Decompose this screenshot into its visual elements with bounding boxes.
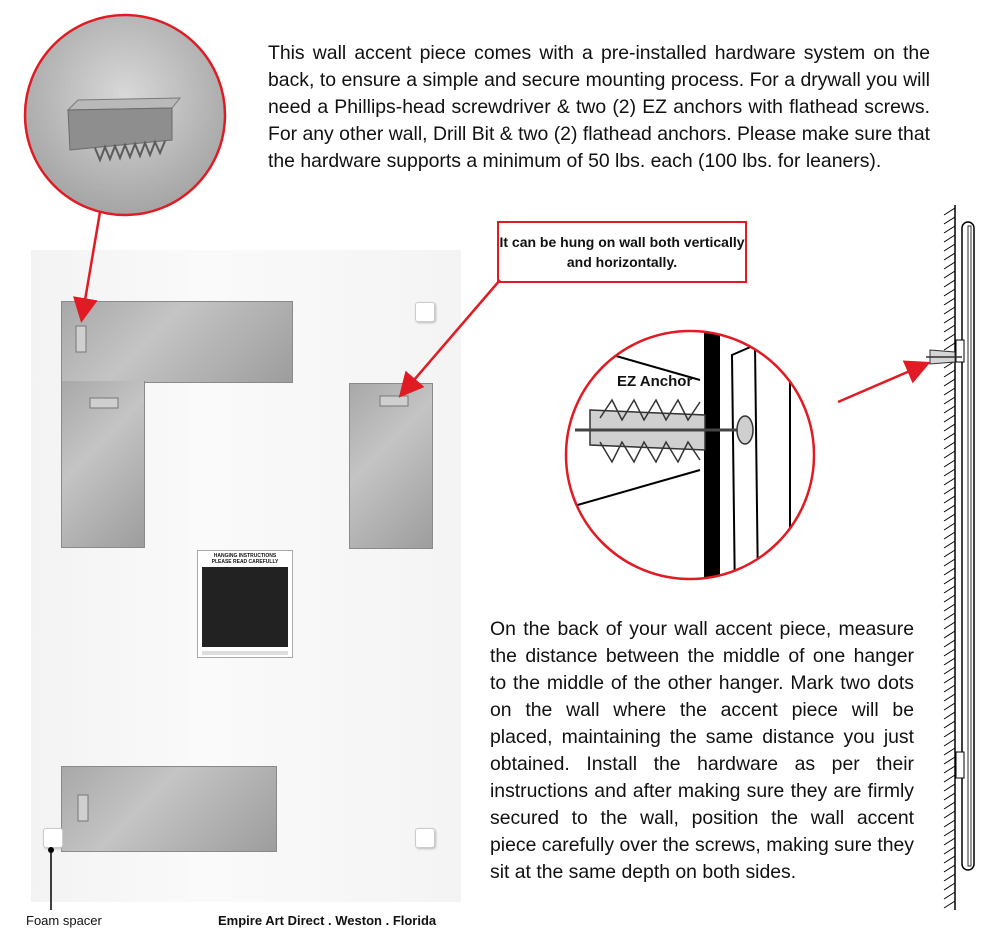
hatch-line <box>944 451 955 458</box>
callout-arrow <box>402 280 500 394</box>
hatch-line <box>944 424 955 431</box>
ez-anchor-label: EZ Anchor <box>617 373 693 390</box>
hatch-line <box>944 775 955 782</box>
hatch-line <box>944 901 955 908</box>
hatch-line <box>944 739 955 746</box>
hatch-line <box>944 874 955 881</box>
hatch-line <box>944 748 955 755</box>
hatch-line <box>944 559 955 566</box>
hatch-line <box>944 406 955 413</box>
hatch-line <box>944 334 955 341</box>
hatch-line <box>944 370 955 377</box>
label-title-line1: HANGING INSTRUCTIONS <box>213 553 277 559</box>
hatch-line <box>944 757 955 764</box>
hatch-line <box>944 667 955 674</box>
hatch-line <box>944 271 955 278</box>
hatch-line <box>944 532 955 539</box>
hatch-line <box>944 253 955 260</box>
hatch-line <box>944 442 955 449</box>
hatch-line <box>944 649 955 656</box>
hatch-line <box>944 298 955 305</box>
hatch-line <box>944 325 955 332</box>
hatch-line <box>944 262 955 269</box>
hatch-line <box>944 793 955 800</box>
hatch-line <box>944 838 955 845</box>
intro-paragraph: This wall accent piece comes with a pre-installed hardware system on the back, to ensure a simple and secure mounting process. For a drywall you will need a Phillips-head screwdriver & two (2) EZ anchors with flathead screws. For any other wall, Drill Bit & two (2) flathead anchors. Please make sure that the hardware supports a minimum of 50 lbs. each (100 lbs. for leaners). <box>268 42 930 172</box>
hatch-line <box>944 631 955 638</box>
foam-spacer-label: Foam spacer <box>26 913 102 928</box>
hatch-line <box>944 820 955 827</box>
hatch-line <box>944 316 955 323</box>
hatch-line <box>944 226 955 233</box>
hatch-line <box>944 487 955 494</box>
hatch-line <box>944 433 955 440</box>
hatch-line <box>944 541 955 548</box>
hatch-line <box>944 865 955 872</box>
hatch-line <box>944 505 955 512</box>
hatch-line <box>944 514 955 521</box>
hatch-line <box>944 307 955 314</box>
wall-hatching <box>944 208 955 908</box>
hanger-arrow <box>82 212 100 318</box>
hatch-line <box>944 217 955 224</box>
hatch-line <box>944 280 955 287</box>
hatch-line <box>944 604 955 611</box>
hatch-line <box>944 415 955 422</box>
hatch-line <box>944 694 955 701</box>
hatch-line <box>944 712 955 719</box>
hatch-line <box>944 658 955 665</box>
hatch-line <box>944 343 955 350</box>
hatch-line <box>944 802 955 809</box>
hanger-clip-left <box>90 398 118 408</box>
hatch-line <box>944 523 955 530</box>
hatch-line <box>944 235 955 242</box>
hatch-line <box>944 289 955 296</box>
hatch-line <box>944 676 955 683</box>
hatch-line <box>944 730 955 737</box>
instructions-paragraph: On the back of your wall accent piece, measure the distance between the middle of one hanger to the middle of the other hanger. Mark two dots on the wall where the accent piece will be placed, maintaining the same distance you just obtained. Install the hardware as per their instructions and after making sure they are firmly secured to the wall, position the wall accent piece carefully over the screws, making sure they sit at the same depth on both sides. <box>490 618 914 883</box>
hatch-line <box>944 568 955 575</box>
hatch-line <box>944 847 955 854</box>
hatch-line <box>944 784 955 791</box>
hatch-line <box>944 640 955 647</box>
wall-screw-arrow <box>838 364 926 402</box>
hatch-line <box>944 388 955 395</box>
hatch-line <box>944 703 955 710</box>
hatch-line <box>944 856 955 863</box>
ez-anchor-zoom-circle <box>560 320 814 600</box>
sawtooth-hanger-bottom <box>78 795 88 821</box>
orientation-callout: It can be hung on wall both vertically and horizontally. <box>497 221 747 283</box>
label-title-line2: PLEASE READ CAREFULLY <box>211 559 279 565</box>
sawtooth-hanger-left <box>76 326 86 352</box>
hatch-line <box>944 829 955 836</box>
hatch-line <box>944 811 955 818</box>
hatch-line <box>944 892 955 899</box>
hatch-line <box>944 883 955 890</box>
hatch-line <box>944 577 955 584</box>
hatch-line <box>944 622 955 629</box>
hanger-clip-right <box>380 396 408 406</box>
hatch-line <box>944 550 955 557</box>
hatch-line <box>944 595 955 602</box>
hatch-line <box>944 469 955 476</box>
hatch-line <box>944 379 955 386</box>
hatch-line <box>944 397 955 404</box>
hatch-line <box>944 766 955 773</box>
hatch-line <box>944 478 955 485</box>
hatch-line <box>944 208 955 215</box>
hanger-zoom-circle <box>25 15 225 215</box>
hatch-line <box>944 685 955 692</box>
footer-credit: Empire Art Direct . Weston . Florida <box>218 913 437 928</box>
bottom-hanger-side <box>956 752 964 778</box>
hatch-line <box>944 613 955 620</box>
hatch-line <box>944 244 955 251</box>
hatch-line <box>944 586 955 593</box>
hatch-line <box>944 721 955 728</box>
hatch-line <box>944 460 955 467</box>
hatch-line <box>944 496 955 503</box>
top-hanger-side <box>956 340 964 362</box>
accent-piece-inner-line <box>968 226 971 866</box>
